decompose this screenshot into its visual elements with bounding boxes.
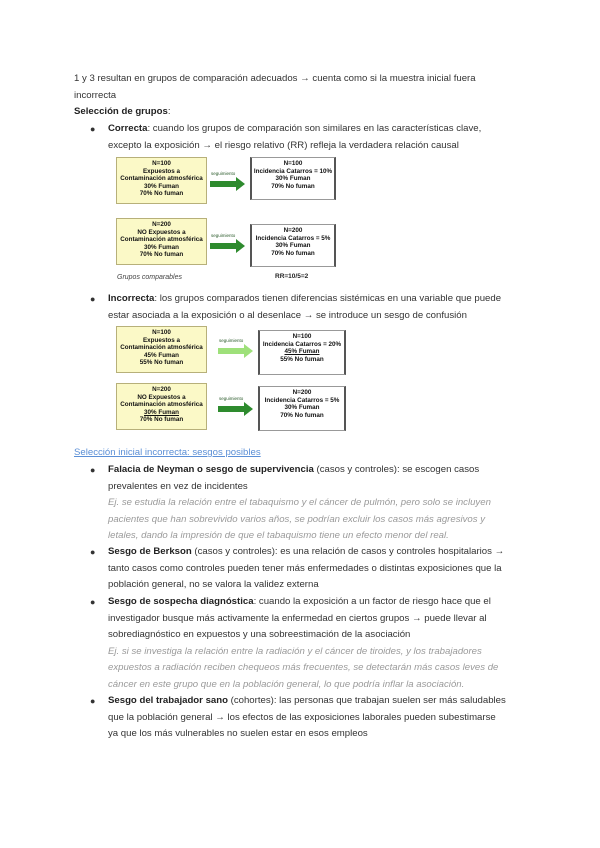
suspicion-text-2: investigador busque más activamente la enfermedad en ciertos grupos → puede llevar al (108, 612, 487, 624)
incorrect-text-2: estar asociada a la exposición o al desenlace → se introduce un sesgo de confusión (108, 309, 467, 321)
box-line: Incidencia Catarros = 5% (255, 234, 331, 242)
box-line: 70% No fuman (139, 416, 184, 424)
neyman-label: Falacia de Neyman o sesgo de supervivencia (108, 464, 314, 475)
incorrect-text-1: : los grupos comparados tienen diferencias sistémicas en una variable que puede (154, 293, 502, 304)
bullet-dot: ● (90, 597, 96, 607)
suspicion-example-3: cáncer en este grupo que en la población general, lo que podría inflar la asociación. (108, 678, 465, 690)
box-line: Contaminación atmosférica (120, 175, 203, 183)
follow-up-label: seguimiento (219, 338, 244, 343)
bullet-dot: ● (90, 547, 96, 557)
suspicion-text-3: sobrediagnóstico en expuestos y una sobreestimación de la asociación (108, 629, 411, 640)
neyman-bias-item (108, 462, 528, 545)
suspicion-label: Sesgo de sospecha diagnóstica (108, 596, 254, 607)
box-line: 45% Fuman (284, 348, 320, 356)
neyman-example-2: pacientes que han sobrevivido varios años, se podrían excluir los casos más agresivos y (108, 513, 486, 525)
group-selection-heading (74, 104, 534, 121)
worker-text-1: (cohortes): las personas que trabajan suelen ser más saludables (227, 695, 506, 706)
box-line: 70% No fuman (271, 249, 315, 257)
incorrect-label: Incorrecta (108, 293, 155, 304)
box-line: 30% Fuman (144, 182, 179, 190)
worker-label: Sesgo del trabajador sano (108, 695, 228, 706)
box-line: 30% Fuman (144, 243, 179, 251)
suspicion-example-2: expuestos a radiación reciben chequeos más frecuentes, se detectarán más casos leves de (108, 662, 499, 673)
intro-paragraph (74, 71, 534, 104)
neyman-text-2: prevalentes en vez de incidentes (108, 480, 248, 492)
correct-selection-item (108, 121, 528, 154)
box-line: 30% Fuman (144, 408, 179, 416)
green-arrow-icon (210, 239, 246, 253)
box-line: 55% No fuman (280, 355, 324, 363)
biases-heading[interactable] (74, 445, 534, 462)
berkson-bias-item (108, 544, 528, 594)
box-line: 70% No fuman (139, 251, 184, 259)
unexposed-outcome-box (258, 386, 346, 431)
box-line: N=200 (292, 389, 312, 396)
box-line: Contaminación atmosférica (120, 401, 203, 409)
correct-label: Correcta (108, 123, 148, 134)
diagram-caption: Grupos comparables (117, 274, 182, 281)
box-line: NO Expuestos a (137, 393, 186, 401)
berkson-text-2: tanto casos como controles pueden tener más enfermedades o distintas exposiciones que la (108, 562, 502, 574)
box-line: Contaminación atmosférica (120, 344, 203, 352)
suspicion-text-1: : cuando la exposición a un factor de riesgo hace que el (253, 596, 491, 607)
group-selection-heading-text: Selección de grupos (74, 106, 168, 117)
intro-line-1: 1 y 3 resultan en grupos de comparación adecuados → cuenta como si la muestra inicial fuera (74, 73, 476, 84)
box-line: 70% No fuman (280, 411, 324, 419)
bullet-dot: ● (90, 124, 96, 134)
berkson-label: Sesgo de Berkson (108, 546, 192, 557)
green-arrow-icon (218, 402, 254, 416)
incorrect-selection-item (108, 291, 528, 324)
exposed-group-box (116, 157, 207, 204)
box-line: NO Expuestos a (137, 228, 186, 236)
box-line: 45% Fuman (144, 351, 179, 359)
box-line: Incidencia Catarros = 20% (262, 340, 342, 348)
exposed-outcome-box (250, 157, 336, 200)
suspicion-example-1: Ej. si se investiga la relación entre la radiación y el cáncer de tiroides, y los trabajadores (108, 645, 482, 657)
box-line: 55% No fuman (139, 359, 184, 367)
follow-up-label: seguimiento (219, 396, 244, 401)
healthy-worker-bias-item (108, 693, 528, 743)
box-line: N=100 (283, 160, 303, 167)
box-line: Expuestos a (142, 167, 181, 175)
diagnostic-suspicion-bias-item (108, 594, 528, 693)
neyman-example-1: Ej. se estudia la relación entre el tabaquismo y el cáncer de pulmón, pero solo se incluyen (108, 497, 491, 508)
unexposed-group-box (116, 218, 207, 265)
berkson-text-3: población general, no se valora la validez externa (108, 579, 319, 590)
box-line: Incidencia Catarros = 10% (253, 167, 333, 175)
box-line: N=200 (283, 227, 303, 234)
box-line: 70% No fuman (139, 190, 184, 198)
box-line: 30% Fuman (284, 404, 320, 412)
box-line: N=100 (152, 329, 171, 336)
box-line: Contaminación atmosférica (120, 236, 203, 244)
bullet-dot: ● (90, 465, 96, 475)
box-line: Expuestos a (142, 336, 181, 344)
berkson-text-1: (casos y controles): es una relación de casos y controles hospitalarios → (191, 546, 505, 557)
box-line: N=200 (152, 386, 171, 393)
box-line: N=100 (152, 160, 171, 167)
worker-text-2: que la población general → los efectos de las exposiciones laborales pueden subestimarse (108, 711, 496, 723)
biases-heading-link[interactable]: Selección inicial incorrecta: sesgos posibles (74, 447, 261, 458)
light-green-arrow-icon (218, 344, 254, 358)
box-line: N=100 (292, 333, 312, 340)
box-line: 30% Fuman (275, 242, 311, 250)
box-line: 70% No fuman (271, 182, 315, 190)
box-line: 30% Fuman (275, 175, 311, 183)
box-line: Incidencia Catarros = 5% (264, 396, 340, 404)
relative-risk-label: RR=10/5=2 (275, 273, 309, 280)
neyman-text-1: (casos y controles): se escogen casos (313, 464, 480, 475)
bullet-dot: ● (90, 294, 96, 304)
worker-text-3: ya que los más vulnerables no suelen estar en esos empleos (108, 728, 368, 739)
bullet-dot: ● (90, 696, 96, 706)
green-arrow-icon (210, 177, 246, 191)
exposed-outcome-box (258, 330, 346, 375)
correct-text-2: excepto la exposición → el riesgo relativo (RR) refleja la verdadera relación causal (108, 139, 459, 151)
unexposed-outcome-box (250, 224, 336, 267)
group-selection-heading-colon: : (167, 106, 171, 117)
box-line: N=200 (152, 221, 171, 228)
exposed-group-box (116, 326, 207, 373)
unexposed-group-box (116, 383, 207, 430)
follow-up-label: seguimiento (211, 171, 236, 176)
neyman-example-3: letales, dando la impresión de que el tabaquismo tiene un efecto menor del real. (108, 530, 449, 541)
intro-line-2: incorrecta (74, 89, 117, 101)
correct-text-1: : cuando los grupos de comparación son similares en las características clave, (147, 123, 482, 134)
follow-up-label: seguimiento (211, 233, 236, 238)
